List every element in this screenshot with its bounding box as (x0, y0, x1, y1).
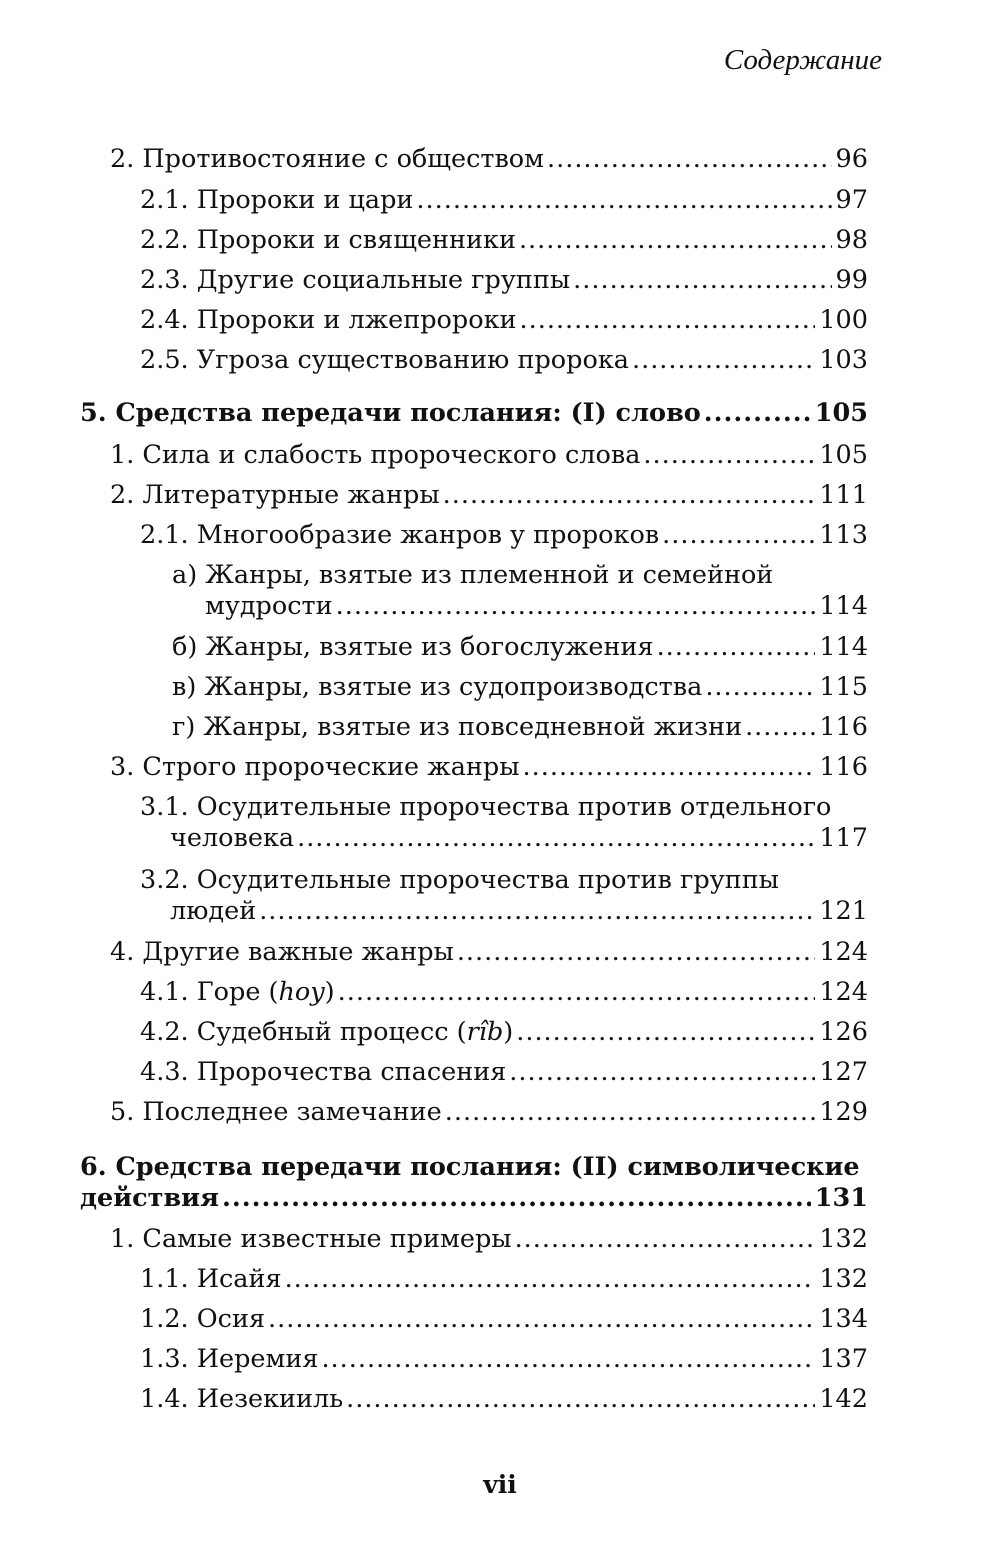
page-number: 105 (814, 398, 868, 428)
toc-entry[interactable]: 2.1. Пророки и цари ..... 97 (140, 185, 868, 216)
page-number: 131 (814, 1183, 868, 1213)
page-number: 124 (819, 977, 868, 1007)
toc-entry[interactable]: 1.4. Иезекииль ..... 142 (140, 1384, 868, 1415)
page-number: 114 (819, 632, 868, 662)
page-number: 98 (835, 225, 868, 255)
toc-entry[interactable]: 1.1. Исайя ..... 132 (140, 1264, 868, 1295)
leader-dots (704, 398, 811, 429)
leader-dots (336, 591, 816, 622)
toc-entry[interactable]: 4. Другие важные жанры ..... 124 (110, 937, 868, 968)
leader-dots (662, 520, 815, 551)
leader-dots (346, 1384, 815, 1415)
toc-entry[interactable]: 3.1. Осудительные пророчества против отдельного человека ..... 117 (140, 792, 868, 854)
leader-dots (573, 265, 831, 296)
leader-dots (321, 1344, 815, 1375)
leader-dots (222, 1183, 811, 1214)
page-number: 132 (819, 1224, 868, 1254)
toc-entry[interactable]: 1.2. Осия ..... 134 (140, 1304, 868, 1335)
page-number: 111 (819, 480, 868, 510)
page-number: 116 (819, 712, 868, 742)
page-number: 97 (835, 185, 868, 215)
toc-entry[interactable]: 1. Сила и слабость пророческого слова ..... 105 (110, 440, 868, 471)
leader-dots (457, 937, 816, 968)
page-number: 127 (819, 1057, 868, 1087)
toc-chapter[interactable]: 6. Средства передачи послания: (II) символические действия ..... 131 (80, 1152, 868, 1214)
leader-dots (547, 144, 832, 175)
toc-entry[interactable]: в) Жанры, взятые из судопроизводства ..... 115 (172, 672, 868, 703)
page-number: 103 (819, 345, 868, 375)
page-number: 137 (819, 1344, 868, 1374)
toc-entry[interactable]: 4.3. Пророчества спасения ..... 127 (140, 1057, 868, 1088)
leader-dots (523, 752, 816, 783)
page-number: 142 (819, 1384, 868, 1414)
leader-dots (259, 896, 815, 927)
page-number: 129 (819, 1097, 868, 1127)
page-number: 96 (835, 144, 868, 174)
leader-dots (745, 712, 815, 743)
leader-dots (509, 1057, 815, 1088)
leader-dots (268, 1304, 815, 1335)
page-number: 121 (819, 896, 868, 926)
toc-entry[interactable]: 5. Последнее замечание ..... 129 (110, 1097, 868, 1128)
toc-chapter[interactable]: 5. Средства передачи послания: (I) слово ..... 105 (80, 398, 868, 429)
leader-dots (416, 185, 831, 216)
leader-dots (520, 305, 816, 336)
page-footer-number: vii (483, 1470, 517, 1499)
toc-entry[interactable]: 4.1. Горе (hoy) ..... 124 (140, 977, 868, 1008)
toc-entry[interactable]: 3.2. Осудительные пророчества против группы людей ..... 121 (140, 865, 868, 927)
page-number: 115 (819, 672, 868, 702)
leader-dots (515, 1224, 816, 1255)
toc-entry[interactable]: 2.2. Пророки и священники ..... 98 (140, 225, 868, 256)
toc-entry[interactable]: 2. Литературные жанры ..... 111 (110, 480, 868, 511)
toc-entry[interactable]: 1.3. Иеремия ..... 137 (140, 1344, 868, 1375)
page-number: 126 (819, 1017, 868, 1047)
page-number: 99 (835, 265, 868, 295)
toc-entry[interactable]: 2.5. Угроза существованию пророка ..... 103 (140, 345, 868, 376)
leader-dots (297, 823, 815, 854)
page-number: 114 (819, 591, 868, 621)
toc-entry[interactable]: 3. Строго пророческие жанры ..... 116 (110, 752, 868, 783)
leader-dots (443, 480, 816, 511)
page-number: 116 (819, 752, 868, 782)
toc-entry[interactable]: а) Жанры, взятые из племенной и семейной мудрости ..... 114 (172, 560, 868, 622)
page-number: 124 (819, 937, 868, 967)
page-number: 113 (819, 520, 868, 550)
toc-entry[interactable]: 1. Самые известные примеры ..... 132 (110, 1224, 868, 1255)
leader-dots (632, 345, 815, 376)
leader-dots (285, 1264, 816, 1295)
toc-entry[interactable]: 4.2. Судебный процесс (rîb) ..... 126 (140, 1017, 868, 1048)
page-number: 105 (819, 440, 868, 470)
toc-entry[interactable]: 2.1. Многообразие жанров у пророков ..... 113 (140, 520, 868, 551)
toc-entry[interactable]: г) Жанры, взятые из повседневной жизни ..... 116 (172, 712, 868, 743)
leader-dots (445, 1097, 816, 1128)
page-number: 134 (819, 1304, 868, 1334)
page-number: 100 (819, 305, 868, 335)
leader-dots (338, 977, 816, 1008)
leader-dots (643, 440, 815, 471)
leader-dots (705, 672, 815, 703)
toc-entry[interactable]: 2.4. Пророки и лжепророки ..... 100 (140, 305, 868, 336)
leader-dots (516, 1017, 815, 1048)
leader-dots (519, 225, 832, 256)
page-number: 117 (819, 823, 868, 853)
running-header: Содержание (723, 44, 882, 76)
toc-entry[interactable]: 2. Противостояние с обществом ..... 96 (110, 144, 868, 175)
leader-dots (657, 632, 816, 663)
toc-entry[interactable]: б) Жанры, взятые из богослужения ..... 114 (172, 632, 868, 663)
page-number: 132 (819, 1264, 868, 1294)
toc-entry[interactable]: 2.3. Другие социальные группы ..... 99 (140, 265, 868, 296)
